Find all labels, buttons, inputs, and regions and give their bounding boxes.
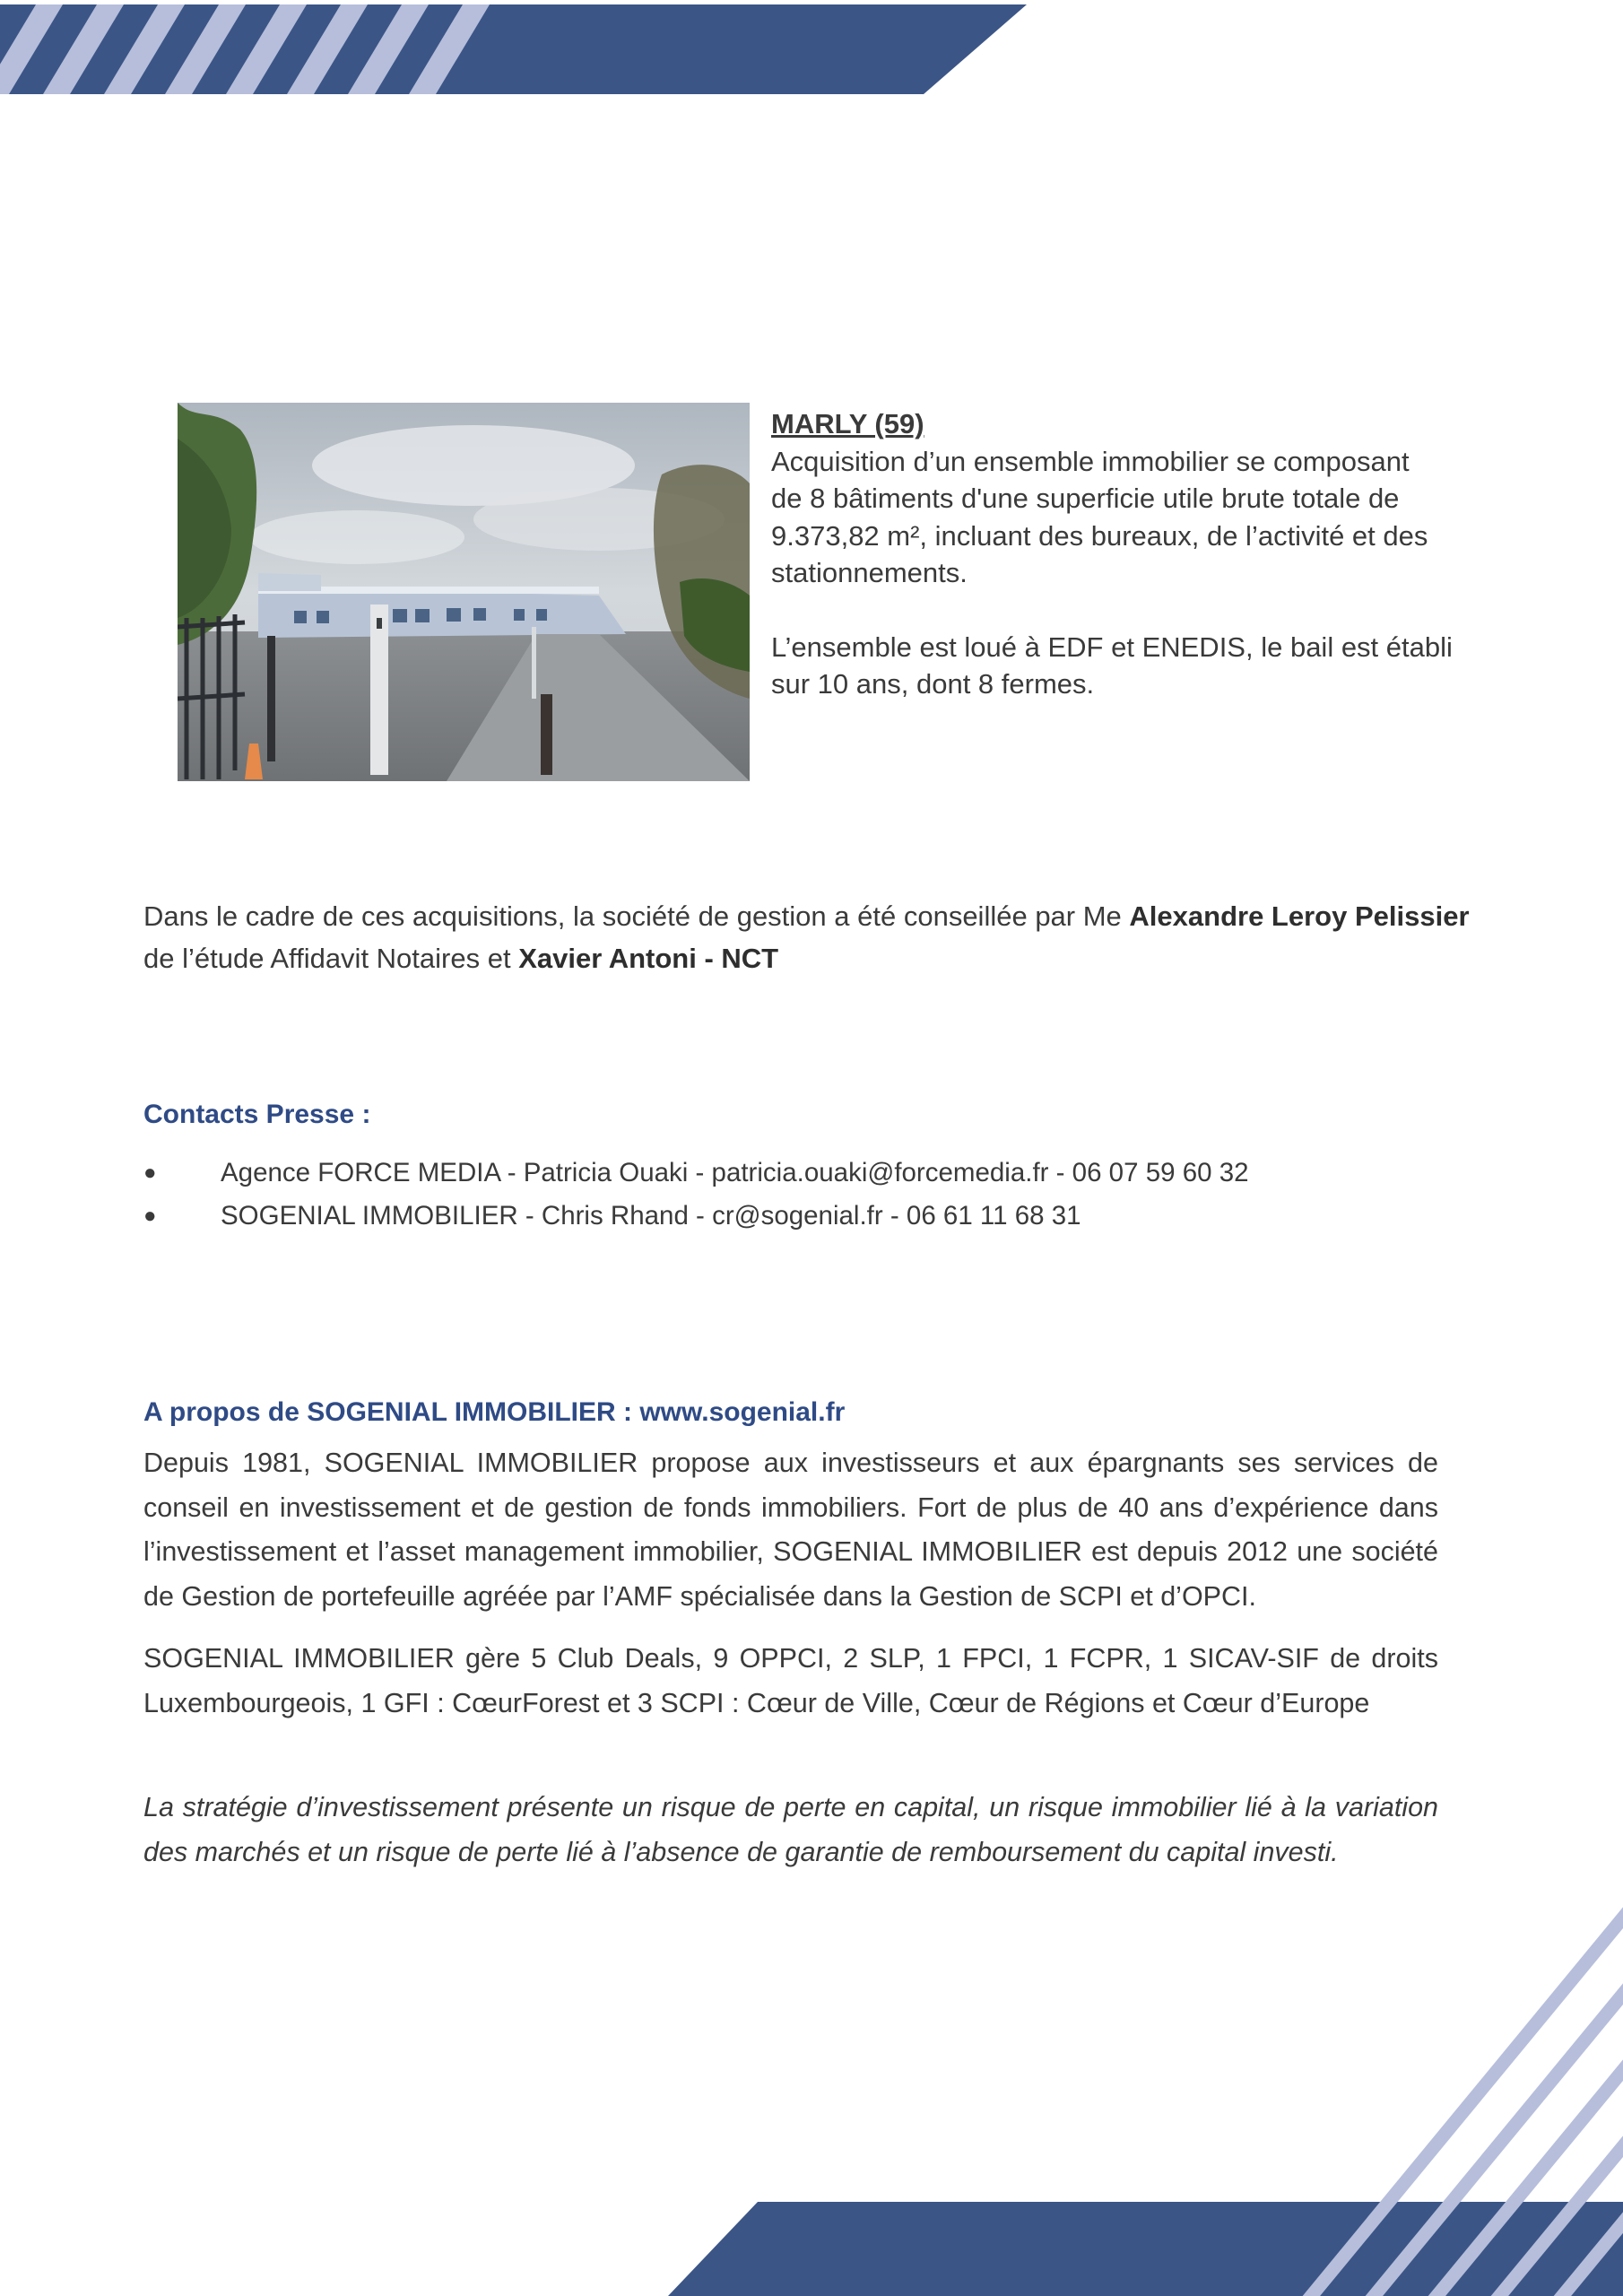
- property-description-line: de 8 bâtiments d'une superficie utile brute totale de: [771, 483, 1400, 514]
- property-lease-line: sur 10 ans, dont 8 fermes.: [771, 668, 1095, 700]
- property-photo: [178, 403, 750, 781]
- risk-warning: La stratégie d’investissement présente un risque de perte en capital, un risque immobilier lié à la variation des marchés et un risque de perte lié à l’absence de garantie de remboursement du capital investi.: [143, 1792, 1438, 1867]
- bullet-icon: ●: [143, 1204, 157, 1228]
- contact-item: [143, 1198, 1488, 1241]
- about-paragraph: Depuis 1981, SOGENIAL IMMOBILIER propose aux investisseurs et aux épargnants ses services de conseil en investissement et de gestion de fonds immobiliers. Fort de plus de 40 ans d’expérience dans l’investissement et l’asset management immobilier, SOGENIAL IMMOBILIER est depuis 2012 une société de Gestion de portefeuille agréée par l’AMF spécialisée dans la Gestion de SCPI et d’OPCI.: [143, 1448, 1438, 1612]
- property-description-line: stationnements.: [771, 557, 968, 588]
- property-description-line: Acquisition d’un ensemble immobilier se composant: [771, 445, 1410, 477]
- property-description-line: 9.373,82 m², incluant des bureaux, de l’activité et des: [771, 519, 1428, 552]
- bullet-icon: ●: [143, 1161, 157, 1185]
- about-section: [143, 1441, 1438, 1744]
- contact-text: Agence FORCE MEDIA - Patricia Ouaki - patricia.ouaki@forcemedia.fr - 06 07 59 60 32: [221, 1158, 1249, 1187]
- advisers-text: Dans le cadre de ces acquisitions, la société de gestion a été conseillée par Me: [143, 900, 1130, 932]
- contacts-heading: Contacts Presse :: [143, 1100, 371, 1129]
- about-paragraph: SOGENIAL IMMOBILIER gère 5 Club Deals, 9 OPPCI, 2 SLP, 1 FPCI, 1 FCPR, 1 SICAV-SIF de droits Luxembourgeois, 1 GFI : CœurForest et 3 SCPI : Cœur de Ville, Cœur de Régions et Cœur d’Europe: [143, 1643, 1438, 1718]
- bottom-banner-shape: [668, 1901, 1623, 2296]
- adviser-name: Xavier Antoni - NCT: [518, 943, 779, 974]
- contacts-list: [143, 1155, 1488, 1241]
- top-banner-shape: [0, 4, 1027, 94]
- adviser-name: Alexandre Leroy Pelissier: [1129, 900, 1470, 932]
- contact-text: SOGENIAL IMMOBILIER - Chris Rhand - cr@sogenial.fr - 06 61 11 68 31: [221, 1201, 1081, 1231]
- contact-item: [143, 1155, 1488, 1198]
- property-title: MARLY (59): [771, 408, 924, 439]
- advisers-text: de l’étude Affidavit Notaires et: [143, 943, 519, 974]
- property-lease-line: L’ensemble est loué à EDF et ENEDIS, le bail est établi: [771, 631, 1453, 663]
- advisers-paragraph: [143, 895, 1488, 979]
- about-heading: A propos de SOGENIAL IMMOBILIER : www.sogenial.fr: [143, 1397, 846, 1427]
- property-block: [771, 405, 1453, 703]
